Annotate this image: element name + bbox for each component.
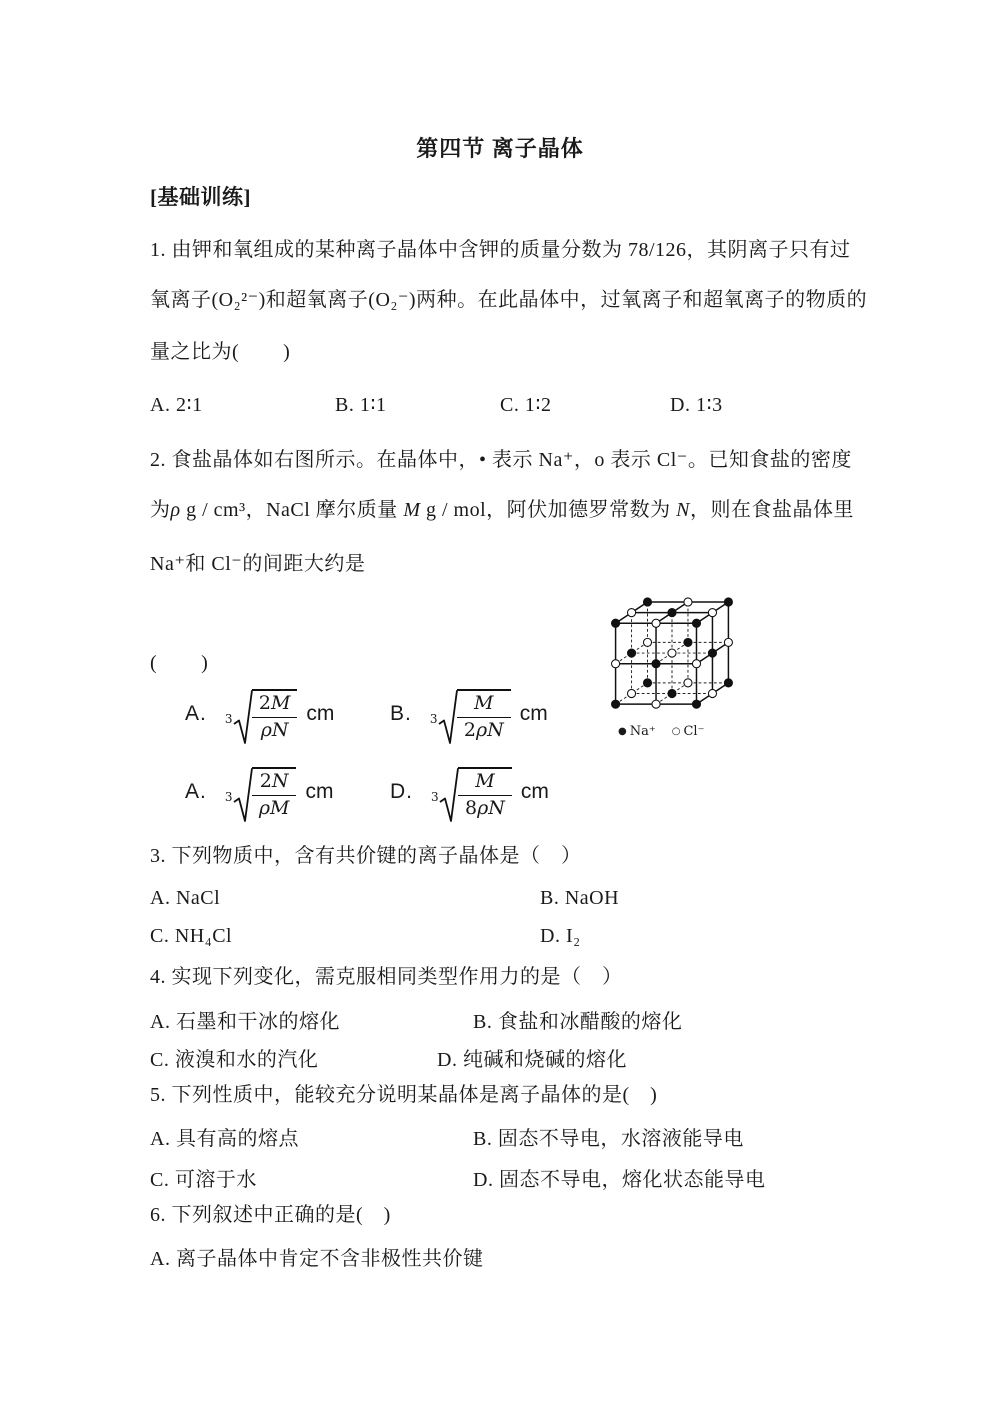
fraction-numerator: 2M [258, 692, 291, 714]
nacl-crystal-figure [606, 586, 756, 739]
q2-line3: Na⁺和 Cl⁻的间距大约是 [150, 553, 366, 575]
q3-options-row2 [0, 925, 1000, 955]
cube-root-radical [428, 688, 511, 746]
cl-legend-label: Cl⁻ [683, 723, 705, 739]
fraction [458, 767, 512, 822]
root-index: 3 [431, 790, 439, 804]
q1-options-row [0, 392, 1000, 422]
q4-options-row1 [0, 1005, 1000, 1035]
fraction-denominator: 2ρN [457, 717, 511, 744]
q1-option-b: B. 1∶1 [335, 394, 387, 416]
cube-root-radical [429, 766, 512, 824]
cube-root-radical [223, 766, 297, 824]
q6-heading: 6. 下列叙述中正确的是( ) [150, 1204, 391, 1226]
avogadro-symbol: N [676, 499, 690, 521]
formula-option-label: D. [390, 780, 413, 803]
fraction-numerator: 2N [259, 770, 289, 792]
fraction-denominator: ρN [252, 717, 298, 744]
fraction-numerator: M [474, 692, 494, 714]
q5-option-d: D. 固态不导电，熔化状态能导电 [473, 1169, 766, 1191]
q4-option-d: D. 纯碱和烧碱的熔化 [437, 1049, 627, 1071]
q1-option-a: A. 2∶1 [150, 394, 203, 416]
page-title: 第四节 离子晶体 [416, 136, 584, 161]
formula-unit: cm [519, 702, 548, 725]
q2-line2: 为ρ g / cm³，NaCl 摩尔质量 M g / mol，阿伏加德罗常数为 N，则在食盐晶体里 [150, 499, 854, 521]
root-index: 3 [224, 790, 233, 804]
q2-answer-paren: ( ) [150, 652, 209, 674]
q5-option-c: C. 可溶于水 [150, 1169, 257, 1191]
q5-options-row1 [0, 1122, 1000, 1152]
q2-formula-option-b [390, 688, 548, 746]
formula-option-label: A. [185, 702, 207, 725]
fraction [457, 689, 511, 744]
q3-option-a: A. NaCl [150, 887, 221, 909]
q3-option-d: D. I₂ [540, 925, 581, 947]
q4-options-row2 [0, 1043, 1000, 1073]
q1-option-d: D. 1∶3 [670, 394, 723, 416]
q5-options-row2 [0, 1163, 1000, 1193]
q1-line3: 量之比为( ) [150, 341, 291, 363]
q4-option-b: B. 食盐和冰醋酸的熔化 [473, 1011, 683, 1033]
radical-sign-icon [439, 766, 459, 824]
formula-option-label: A. [185, 780, 207, 803]
q3-heading: 3. 下列物质中，含有共价键的离子晶体是（ ） [150, 845, 582, 867]
crystal-legend [606, 724, 756, 739]
q3-option-b: B. NaOH [540, 887, 620, 909]
q3-options-row1 [0, 887, 1000, 917]
na-legend-label: Na⁺ [629, 723, 656, 739]
formula-unit: cm [520, 780, 549, 803]
section-label: [基础训练] [150, 185, 251, 209]
q2-formula-option-a [185, 688, 334, 746]
radical-sign-icon [233, 766, 253, 824]
fraction-numerator: M [475, 770, 495, 792]
radical-sign-icon [438, 688, 458, 746]
root-index: 3 [429, 712, 438, 726]
q5-heading: 5. 下列性质中，能较充分说明某晶体是离子晶体的是( ) [150, 1084, 658, 1106]
fraction-denominator: 8ρN [458, 795, 512, 822]
q4-option-c: C. 液溴和水的汽化 [150, 1049, 319, 1071]
q5-option-b: B. 固态不导电，水溶液能导电 [473, 1128, 744, 1150]
formula-unit: cm [305, 780, 334, 803]
na-filled-dot-icon: ● [618, 725, 627, 737]
cube-root-radical [223, 688, 298, 746]
q1-line1: 1. 由钾和氧组成的某种离子晶体中含钾的质量分数为 78/126，其阴离子只有过 [150, 239, 851, 261]
q2-formula-option-a2 [185, 766, 333, 824]
q4-option-a: A. 石墨和干冰的熔化 [150, 1011, 340, 1033]
radical-sign-icon [233, 688, 253, 746]
fraction-denominator: ρM [252, 795, 297, 822]
fraction [252, 767, 297, 822]
q2-formula-option-d [390, 766, 549, 824]
q5-option-a: A. 具有高的熔点 [150, 1128, 299, 1150]
fraction [252, 689, 298, 744]
q3-option-c: C. NH₄Cl [150, 925, 233, 947]
q1-option-c: C. 1∶2 [500, 394, 552, 416]
q2-line1: 2. 食盐晶体如右图所示。在晶体中，• 表示 Na⁺，o 表示 Cl⁻。已知食盐的密度 [150, 449, 852, 471]
cl-open-dot-icon: ○ [671, 725, 681, 737]
crystal-lattice-diagram [606, 586, 738, 714]
q6-options-row1 [0, 1242, 1000, 1272]
q4-heading: 4. 实现下列变化，需克服相同类型作用力的是（ ） [150, 966, 623, 988]
q6-option-a: A. 离子晶体中肯定不含非极性共价键 [150, 1248, 484, 1270]
formula-option-label: B. [390, 702, 412, 725]
q1-line2: 氧离子(O₂²⁻)和超氧离子(O₂⁻)两种。在此晶体中，过氧离子和超氧离子的物质的 [150, 289, 868, 311]
formula-unit: cm [306, 702, 335, 725]
root-index: 3 [224, 712, 233, 726]
molar-mass-symbol: M [403, 499, 421, 521]
rho-symbol: ρ [170, 499, 181, 521]
